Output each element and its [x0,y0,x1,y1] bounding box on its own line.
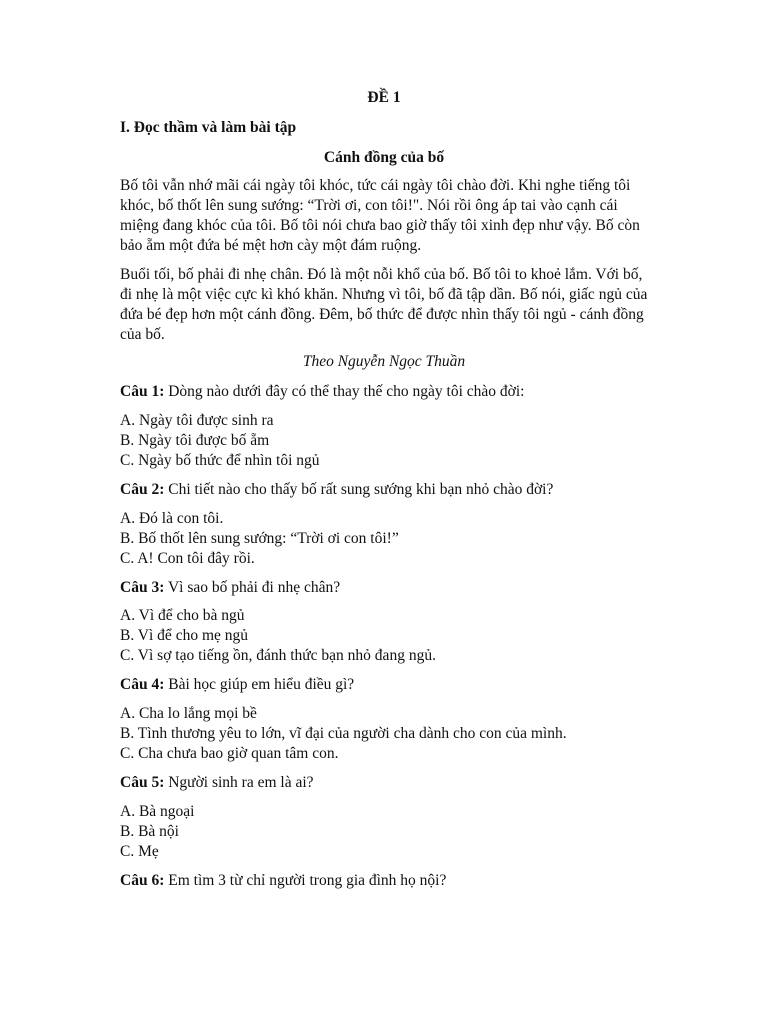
answer-option: A. Cha lo lắng mọi bề [120,705,257,722]
question-4 [120,675,354,695]
paragraph-line: đứa bé đẹp hơn một cánh đồng. Đêm, bố thức để được nhìn thấy tôi ngủ - cánh đồng [120,306,644,323]
question-5 [120,773,314,793]
question-label: Câu 4: [120,676,165,693]
answer-option: C. Ngày bố thức để nhìn tôi ngủ [120,452,320,469]
question-text: Vì sao bố phải đi nhẹ chân? [164,579,341,596]
question-text: Em tìm 3 từ chỉ người trong gia đình họ nội? [164,872,447,889]
question-text: Chi tiết nào cho thấy bố rất sung sướng khi bạn nhỏ chào đời? [164,481,554,498]
answer-option: A. Bà ngoại [120,803,195,820]
story-title: Cánh đồng của bố [323,149,445,166]
answer-option: B. Tình thương yêu to lớn, vĩ đại của người cha dành cho con của mình. [120,725,567,742]
question-5-options [120,802,194,862]
question-1-options [120,411,320,471]
question-text: Dòng nào dưới đây có thể thay thế cho ngày tôi chào đời: [164,383,525,400]
answer-option: B. Ngày tôi được bố ẵm [120,432,270,449]
answer-option: C. Vì sợ tạo tiếng ồn, đánh thức bạn nhỏ đang ngủ. [120,647,436,664]
question-label: Câu 1: [120,383,165,400]
question-label: Câu 5: [120,774,165,791]
answer-option: A. Vì để cho bà ngủ [120,607,245,624]
paragraph-line: bảo ẵm một đứa bé mệt hơn cày một đám ruộng. [120,237,422,254]
story-paragraph-2 [120,265,668,345]
answer-option: B. Vì để cho mẹ ngủ [120,627,249,644]
answer-option: C. Mẹ [120,843,159,860]
question-3 [120,578,340,598]
paragraph-line: miệng đang khóc của tôi. Bố tôi nói chưa bao giờ thấy tôi xinh đẹp như vậy. Bố còn [120,217,640,234]
section-title: I. Đọc thầm và làm bài tập [120,119,297,136]
answer-option: A. Ngày tôi được sinh ra [120,412,274,429]
question-label: Câu 6: [120,872,165,889]
question-2 [120,480,553,500]
question-label: Câu 3: [120,579,165,596]
paragraph-line: Bố tôi vẫn nhớ mãi cái ngày tôi khóc, tức cái ngày tôi chào đời. Khi nghe tiếng tôi [120,177,631,194]
question-1 [120,382,524,402]
question-label: Câu 2: [120,481,165,498]
paragraph-line: Buổi tối, bố phải đi nhẹ chân. Đó là một nỗi khổ của bố. Bố tôi to khoẻ lắm. Với bố, [120,266,643,283]
answer-option: C. Cha chưa bao giờ quan tâm con. [120,745,339,762]
story-paragraph-1 [120,176,668,256]
question-3-options [120,606,436,666]
answer-option: C. A! Con tôi đây rồi. [120,550,255,567]
question-4-options [120,704,567,764]
exam-heading: ĐỀ 1 [367,89,401,106]
answer-option: B. Bố thốt lên sung sướng: “Trời ơi con tôi!” [120,530,399,547]
paragraph-line: của bố. [120,326,165,343]
question-2-options [120,509,399,569]
question-text: Bài học giúp em hiểu điều gì? [164,676,355,693]
paragraph-line: đi nhẹ là một việc cực kì khó khăn. Nhưng vì tôi, bố đã tập dần. Bố nói, giấc ngủ của [120,286,648,303]
paragraph-line: khóc, bố thốt lên sung sướng: “Trời ơi, con tôi!". Nói rồi ông áp tai vào cạnh cái [120,197,618,214]
question-text: Người sinh ra em là ai? [164,774,314,791]
question-6 [120,871,446,891]
story-source: Theo Nguyễn Ngọc Thuần [302,353,466,370]
answer-option: B. Bà nội [120,823,179,840]
answer-option: A. Đó là con tôi. [120,510,224,527]
